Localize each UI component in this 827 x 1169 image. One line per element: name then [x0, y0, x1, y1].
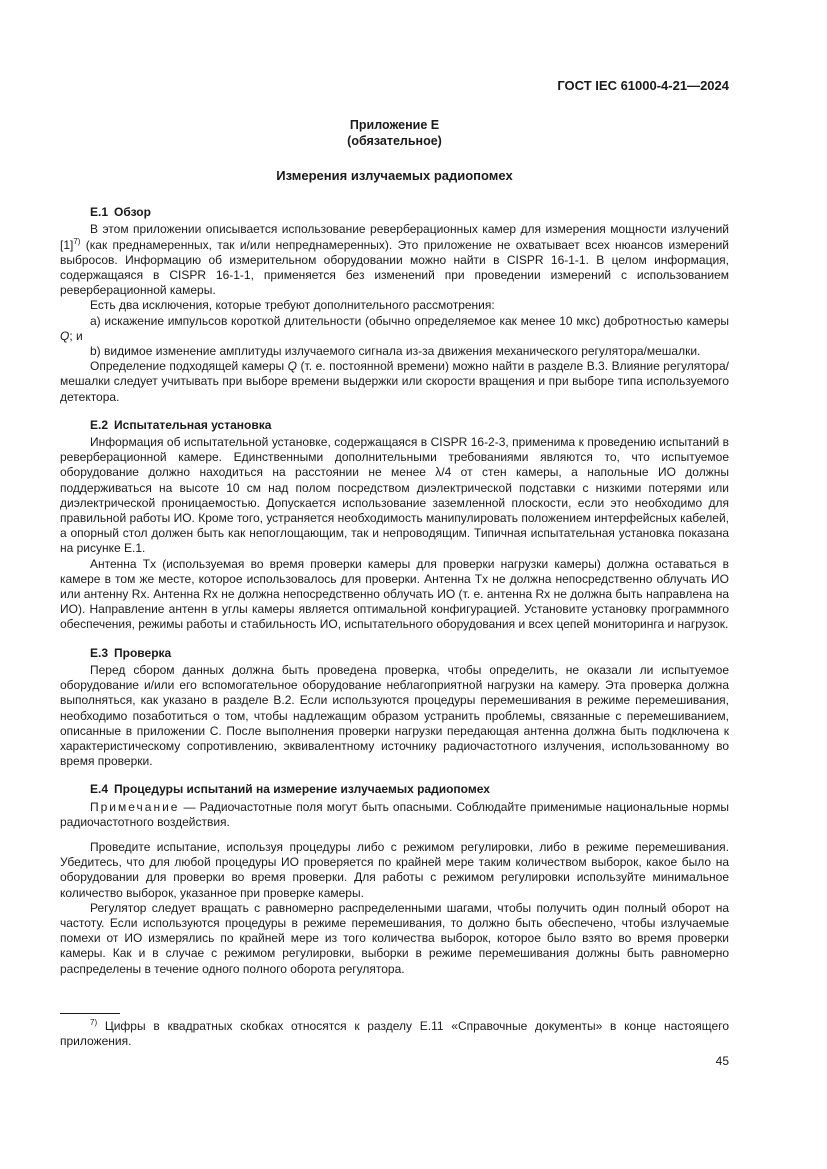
paragraph: Проведите испытание, используя процедуры либо с режимом регулировки, либо в режиме перемешивания. Убедитесь, что для любой процедуры ИО проверяется по крайней мере таким количеством выборок, какое было на оборудовании для проверки во время проверки. Для работы с режимом регулировки используйте минимальное количество выборок, указанное при проверке камеры.	[60, 839, 729, 900]
footnote-reference: 7)	[73, 236, 81, 246]
symbol-q: Q	[60, 328, 70, 343]
section-number: Е.3	[90, 645, 109, 660]
footnote-text: Цифры в квадратных скобках относятся к разделу Е.11 «Справочные документы» в конце настоящего приложения.	[60, 1019, 729, 1049]
paragraph: Есть два исключения, которые требуют дополнительного рассмотрения:	[90, 298, 495, 313]
footnote	[60, 1019, 729, 1049]
section-heading-e4	[90, 782, 729, 797]
section-number: Е.2	[90, 417, 109, 432]
text-run: В этом приложении описывается использование реверберационных камер для измерения мощности излучений [1]	[60, 222, 729, 252]
section-title: Обзор	[114, 205, 151, 220]
page-number: 45	[715, 1054, 729, 1068]
section-title: Процедуры испытаний на измерение излучаемых радиопомех	[114, 782, 490, 797]
text-run: (т. е. постоянной времени) можно найти в разделе В.3. Влияние регулятора/мешалки следует учитывать при выборе времени выдержки или скорости вращения и при выборе типа используемого детектора.	[60, 359, 729, 404]
note-paragraph	[60, 800, 729, 830]
footnote-separator	[60, 1013, 120, 1014]
paragraph: Регулятор следует вращать с равномерно распределенными шагами, чтобы получить один полный оборот на частоту. Если используются процедуры в режиме перемешивания, то должно быть обеспечено, чтобы излучаемые помехи от ИО измерялись по крайней мере из того количества выборок, которое было взято во время проверки камеры. Как и в случае с режимом регулировки, выборки в режиме перемешивания должны быть равномерно распределены в течение одного полного оборота регулятора.	[60, 900, 729, 976]
text-run: — Радиочастотные поля могут быть опасными. Соблюдайте применимые национальные нормы радиочастотного воздействия.	[60, 799, 729, 829]
section-heading-e1	[90, 205, 729, 220]
section-number: Е.4	[90, 782, 109, 797]
paragraph	[60, 359, 729, 405]
list-item	[60, 314, 729, 344]
paragraph: Перед сбором данных должна быть проведена проверка, чтобы определить, не оказали ли испытуемое оборудование и/или его вспомогательное оборудование неблагоприятной нагрузки на камеру. Эта проверка должна выполняться, как указано в разделе В.2. Если используются процедуры перемешивания в режиме перемешивания, необходимо позаботиться о том, чтобы надлежащим образом устранить проблемы, связанные с перемешиванием, описанные в приложении С. После выполнения проверки нагрузки передающая антенна должна быть подключена к характеристическому сопротивлению, эквивалентному источнику радиочастотного излучения, использованному во время проверки.	[60, 662, 729, 769]
section-heading-e2	[90, 418, 729, 433]
annex-main-title: Измерения излучаемых радиопомех	[276, 168, 513, 183]
text-run: (как преднамеренных, так и/или непреднамеренных). Это приложение не охватывает всех нюансов измерений выбросов. Информацию об измерительном оборудовании можно найти в CISPR 16-1-1. В целом информация, содержащаяся в CISPR 16-1-1, применяется без изменений при проведении измерений с использованием реверберационной камеры.	[60, 237, 729, 298]
text-run: ; и	[69, 328, 83, 343]
section-title: Проверка	[114, 645, 172, 660]
paragraph: Антенна Tx (используемая во время проверки камеры для проверки нагрузки камеры) должна оставаться в камере в том же месте, которое использовалось для проверки. Антенна Tx не должна непосредственно облучать ИО или антенну Rx. Антенна Rx не должна непосредственно облучать ИО (т. е. антенна Rx не должна быть направлена на ИО). Направление антенн в углы камеры является оптимальной конфигурацией. Установите установку программного обеспечения, режимы работы и стабильность ИО, испытательного оборудования и всех цепей мониторинга и нагрузок.	[60, 556, 729, 632]
footnote-marker: 7)	[90, 1018, 98, 1027]
section-title: Испытательная установка	[114, 417, 272, 432]
document-header: ГОСТ IEC 61000-4-21—2024	[557, 78, 729, 93]
list-item: b) видимое изменение амплитуды излучаемого сигнала из-за движения механического регулятора/мешалки.	[90, 344, 701, 359]
annex-type: (обязательное)	[347, 133, 442, 148]
note-label: Примечание	[90, 799, 180, 814]
paragraph	[60, 222, 729, 298]
section-heading-e3	[90, 646, 729, 661]
text-run: Определение подходящей камеры	[90, 359, 288, 374]
text-run: а) искажение импульсов короткой длительности (обычно определяемое как менее 10 мкс) добротностью камеры	[90, 313, 729, 328]
annex-title: Приложение Е	[349, 118, 440, 132]
symbol-q: Q	[287, 359, 298, 374]
paragraph: Информация об испытательной установке, содержащаяся в CISPR 16-2-3, применима к проведению испытаний в реверберационной камере. Единственными дополнительными требованиями являются то, что испытуемое оборудование должно находиться на расстоянии не менее λ/4 от стен камеры, а напольные ИО должны поддерживаться на высоте 10 см над полом посредством диэлектрической подставки с низкими потерями или диэлектрической проницаемостью. Допускается использование заземленной плоскости, если это необходимо для правильной работы ИО. Кроме того, устраняется необходимость манипулировать положением интерфейсных кабелей, а опорный стол должен быть как непоглощающим, так и непроводящим. Типичная испытательная установка показана на рисунке Е.1.	[60, 435, 729, 556]
section-number: Е.1	[90, 205, 109, 220]
